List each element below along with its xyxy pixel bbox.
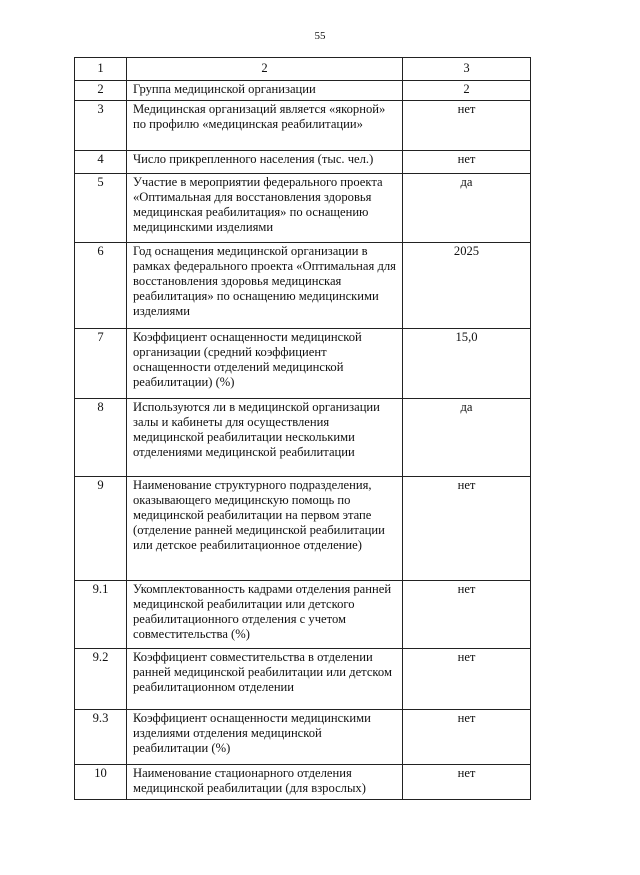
table-row bbox=[75, 151, 531, 174]
table-row bbox=[75, 243, 531, 329]
header-cell-2: 2 bbox=[127, 58, 403, 81]
row-number: 9.1 bbox=[75, 581, 127, 649]
row-name: Наименование стационарного отделения медицинской реабилитации (для взрослых) bbox=[127, 765, 403, 800]
row-number: 7 bbox=[75, 329, 127, 399]
row-number: 5 bbox=[75, 174, 127, 243]
table-header-row bbox=[75, 58, 531, 81]
row-name: Год оснащения медицинской организации в рамках федерального проекта «Оптимальная для восстановления здоровья медицинская реабилитация» по оснащению медицинскими изделиями bbox=[127, 243, 403, 329]
row-value: нет bbox=[403, 101, 531, 151]
table-row bbox=[75, 710, 531, 765]
row-value: да bbox=[403, 174, 531, 243]
row-value: нет bbox=[403, 581, 531, 649]
row-number: 9.3 bbox=[75, 710, 127, 765]
row-value: да bbox=[403, 399, 531, 477]
table-row bbox=[75, 477, 531, 581]
row-value: нет bbox=[403, 477, 531, 581]
row-value: 15,0 bbox=[403, 329, 531, 399]
table-row bbox=[75, 765, 531, 800]
header-cell-1: 1 bbox=[75, 58, 127, 81]
table-row bbox=[75, 581, 531, 649]
row-number: 10 bbox=[75, 765, 127, 800]
table-row bbox=[75, 81, 531, 101]
row-value: нет bbox=[403, 710, 531, 765]
row-number: 9.2 bbox=[75, 649, 127, 710]
row-number: 8 bbox=[75, 399, 127, 477]
row-name: Коэффициент оснащенности медицинской организации (средний коэффициент оснащенности отделений медицинской реабилитации) (%) bbox=[127, 329, 403, 399]
row-name: Медицинская организаций является «якорной» по профилю «медицинская реабилитации» bbox=[127, 101, 403, 151]
row-number: 3 bbox=[75, 101, 127, 151]
table-row bbox=[75, 329, 531, 399]
row-number: 4 bbox=[75, 151, 127, 174]
row-name: Группа медицинской организации bbox=[127, 81, 403, 101]
row-number: 2 bbox=[75, 81, 127, 101]
row-value: нет bbox=[403, 765, 531, 800]
table-row bbox=[75, 649, 531, 710]
row-name: Используются ли в медицинской организации залы и кабинеты для осуществления медицинской реабилитации несколькими отделениями медицинской реабилитации bbox=[127, 399, 403, 477]
row-name: Число прикрепленного населения (тыс. чел.) bbox=[127, 151, 403, 174]
indicator-table bbox=[74, 57, 531, 800]
row-number: 9 bbox=[75, 477, 127, 581]
header-cell-3: 3 bbox=[403, 58, 531, 81]
table-row bbox=[75, 399, 531, 477]
row-name: Участие в мероприятии федерального проекта «Оптимальная для восстановления здоровья медицинская реабилитация» по оснащению медицинскими изделиями bbox=[127, 174, 403, 243]
row-name: Наименование структурного подразделения, оказывающего медицинскую помощь по медицинской реабилитации на первом этапе (отделение ранней медицинской реабилитации или детское реабилитационное отделение) bbox=[127, 477, 403, 581]
row-value: нет bbox=[403, 649, 531, 710]
row-value: 2 bbox=[403, 81, 531, 101]
row-number: 6 bbox=[75, 243, 127, 329]
page-number: 55 bbox=[314, 30, 326, 42]
row-name: Укомплектованность кадрами отделения ранней медицинской реабилитации или детского реабилитационного отделения с учетом совместительства (%) bbox=[127, 581, 403, 649]
row-value: 2025 bbox=[403, 243, 531, 329]
row-name: Коэффициент оснащенности медицинскими изделиями отделения медицинской реабилитации (%) bbox=[127, 710, 403, 765]
table-row bbox=[75, 101, 531, 151]
row-value: нет bbox=[403, 151, 531, 174]
row-name: Коэффициент совместительства в отделении ранней медицинской реабилитации или детском реабилитационном отделении bbox=[127, 649, 403, 710]
table-row bbox=[75, 174, 531, 243]
